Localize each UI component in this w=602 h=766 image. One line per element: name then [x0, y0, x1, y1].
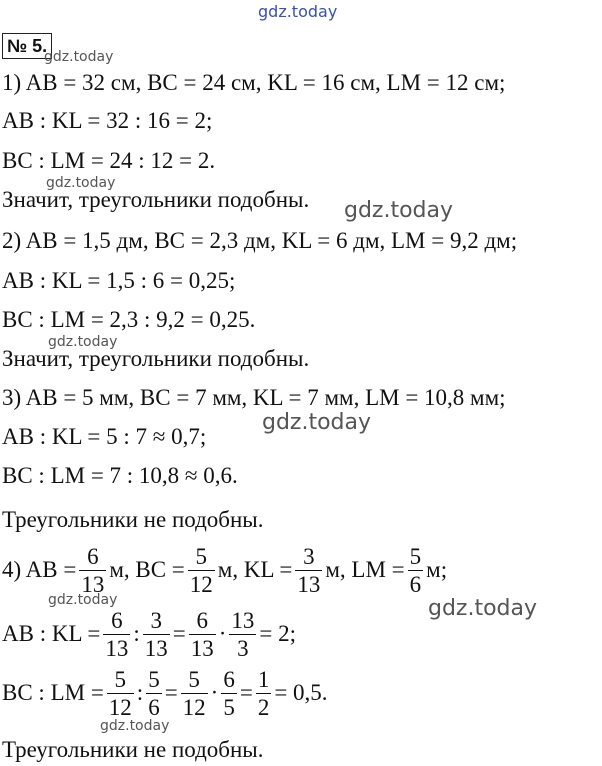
watermark: gdz.today [100, 718, 170, 734]
fraction: $\frac{6}{5}$ [223, 666, 235, 720]
part4-conclusion: Треугольники не подобны. [2, 737, 264, 762]
problem-number-badge: № 5. [2, 33, 52, 59]
part3-conclusion: Треугольники не подобны. [2, 507, 264, 532]
watermark: gdz.today [48, 592, 118, 608]
equals: = [164, 680, 178, 705]
watermark: gdz.today [46, 175, 116, 191]
watermark: gdz.today [48, 334, 118, 350]
watermark: gdz.today [44, 49, 114, 65]
fraction: $\frac{1}{2}$ [257, 666, 270, 720]
part4-r2-label: BC : LM = [2, 680, 104, 705]
fraction: $\frac{6}{13}$ [190, 607, 214, 661]
equals: = [239, 680, 253, 705]
part4-bc-label: м, BC = [109, 557, 185, 582]
part1-given: 1) AB = 32 см, BC = 24 см, KL = 16 см, LM = 12 см; [2, 70, 506, 95]
fraction: $\frac{5}{12}$ [108, 666, 132, 720]
fraction-bc: $\frac{5}{12}$ [189, 543, 213, 597]
fraction: $\frac{3}{13}$ [144, 607, 168, 661]
watermark: gdz.today [262, 410, 372, 435]
part4-kl-label: м, KL = [217, 557, 293, 582]
equals: = [172, 621, 186, 646]
part3-given: 3) AB = 5 мм, BC = 7 мм, KL = 7 мм, LM = 10,8 мм; [2, 385, 506, 410]
part4-r2-tail: = 0,5. [274, 680, 328, 705]
colon: : [133, 621, 140, 646]
dot: · [210, 680, 219, 705]
part4-ratio1 [2, 607, 296, 661]
fraction: $\frac{5}{12}$ [182, 666, 206, 720]
part3-ratio1: AB : KL = 5 : 7 ≈ 0,7; [2, 424, 207, 449]
part4-r1-tail: = 2; [259, 621, 297, 646]
part4-prefix: 4) AB = [2, 557, 77, 582]
part4-given [2, 543, 447, 597]
part1-ratio2: BC : LM = 24 : 12 = 2. [2, 148, 216, 173]
part1-ratio1: AB : KL = 32 : 16 = 2; [2, 108, 213, 133]
fraction-lm: $\frac{5}{6}$ [409, 543, 422, 597]
watermark: gdz.today [258, 2, 338, 21]
fraction: $\frac{5}{6}$ [148, 666, 160, 720]
part2-conclusion: Значит, треугольники подобны. [2, 346, 310, 371]
fraction: $\frac{13}{3}$ [231, 607, 255, 661]
colon: : [136, 680, 144, 705]
part3-ratio2: BC : LM = 7 : 10,8 ≈ 0,6. [2, 463, 238, 488]
watermark: gdz.today [428, 596, 538, 621]
part4-r1-label: AB : KL = [2, 621, 101, 646]
part4-unit-end: м; [426, 557, 448, 582]
part2-ratio2: BC : LM = 2,3 : 9,2 = 0,25. [2, 307, 256, 332]
watermark: gdz.today [344, 198, 454, 223]
part2-given: 2) AB = 1,5 дм, BC = 2,3 дм, KL = 6 дм, LM = 9,2 дм; [2, 228, 518, 253]
part2-ratio1: AB : KL = 1,5 : 6 = 0,25; [2, 268, 236, 293]
fraction-kl: $\frac{3}{13}$ [297, 543, 321, 597]
part1-conclusion: Значит, треугольники подобны. [2, 187, 310, 212]
dot: · [218, 621, 227, 646]
fraction-ab: $\frac{6}{13}$ [81, 543, 105, 597]
fraction: $\frac{6}{13}$ [105, 607, 129, 661]
part4-lm-label: м, LM = [325, 557, 405, 582]
part4-ratio2 [2, 666, 328, 720]
